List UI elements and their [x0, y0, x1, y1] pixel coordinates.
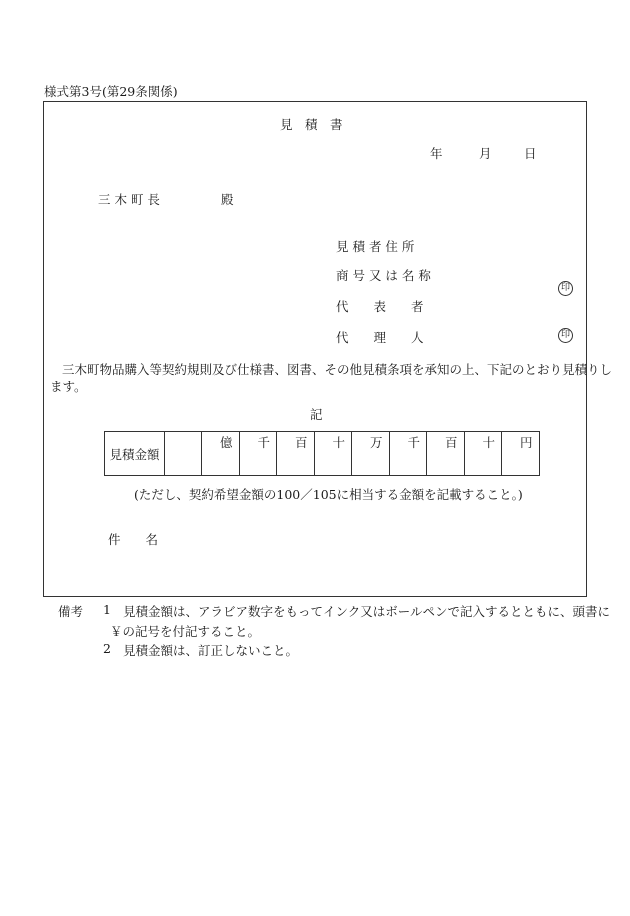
seal-stamp-icon: 印 — [558, 328, 573, 343]
amount-digit-cell[interactable]: 十 — [314, 432, 352, 476]
remark-number: 2 — [103, 641, 111, 656]
company-name-label: 商 号 又 は 名 称 — [336, 268, 431, 283]
amount-digit-cell[interactable]: 万 — [352, 432, 390, 476]
remark-number: 1 — [103, 602, 111, 617]
seal-stamp-icon: 印 — [558, 281, 573, 296]
remark-text: 見積金額は、アラビア数字をもってインク又はボールペンで記入するとともに、頭書に — [123, 604, 611, 619]
amount-table — [104, 431, 540, 476]
amount-digit-cell[interactable]: 百 — [427, 432, 465, 476]
representative-label: 代 表 者 — [336, 299, 424, 314]
amount-sign-cell[interactable] — [165, 432, 202, 476]
subject-label: 件 名 — [108, 532, 159, 547]
amount-digit-cell[interactable]: 千 — [239, 432, 277, 476]
amount-digit-cell[interactable]: 億 — [202, 432, 240, 476]
amount-digit-cell[interactable]: 千 — [389, 432, 427, 476]
amount-label: 見積金額 — [105, 432, 165, 476]
amount-digit-cell[interactable]: 十 — [464, 432, 502, 476]
statement-text-continued: ます。 — [50, 379, 87, 394]
remark-text-continued: ￥の記号を付記すること。 — [110, 624, 261, 639]
form-label: 様式第3号(第29条関係) — [44, 84, 178, 99]
remarks-label: 備考 — [58, 604, 84, 619]
date-month-label: 月 — [479, 146, 492, 161]
statement-text: 三木町物品購入等契約規則及び仕様書、図書、その他見積条項を承知の上、下記のとおり見積りし — [62, 362, 613, 377]
form-title: 見 積 書 — [280, 117, 343, 132]
date-year-label: 年 — [430, 146, 443, 161]
addressee-name: 三 木 町 長 — [98, 192, 160, 207]
addressee-honorific: 殿 — [221, 192, 234, 207]
date-day-label: 日 — [524, 146, 537, 161]
remark-text: 見積金額は、訂正しないこと。 — [123, 643, 299, 658]
ki-heading: 記 — [310, 407, 323, 422]
amount-digit-cell[interactable]: 百 — [277, 432, 315, 476]
amount-note: (ただし、契約希望金額の100／105に相当する金額を記載すること。) — [134, 487, 523, 502]
address-label: 見 積 者 住 所 — [336, 239, 415, 254]
amount-digit-cell[interactable]: 円 — [502, 432, 540, 476]
form-frame — [43, 101, 587, 597]
agent-label: 代 理 人 — [336, 330, 424, 345]
